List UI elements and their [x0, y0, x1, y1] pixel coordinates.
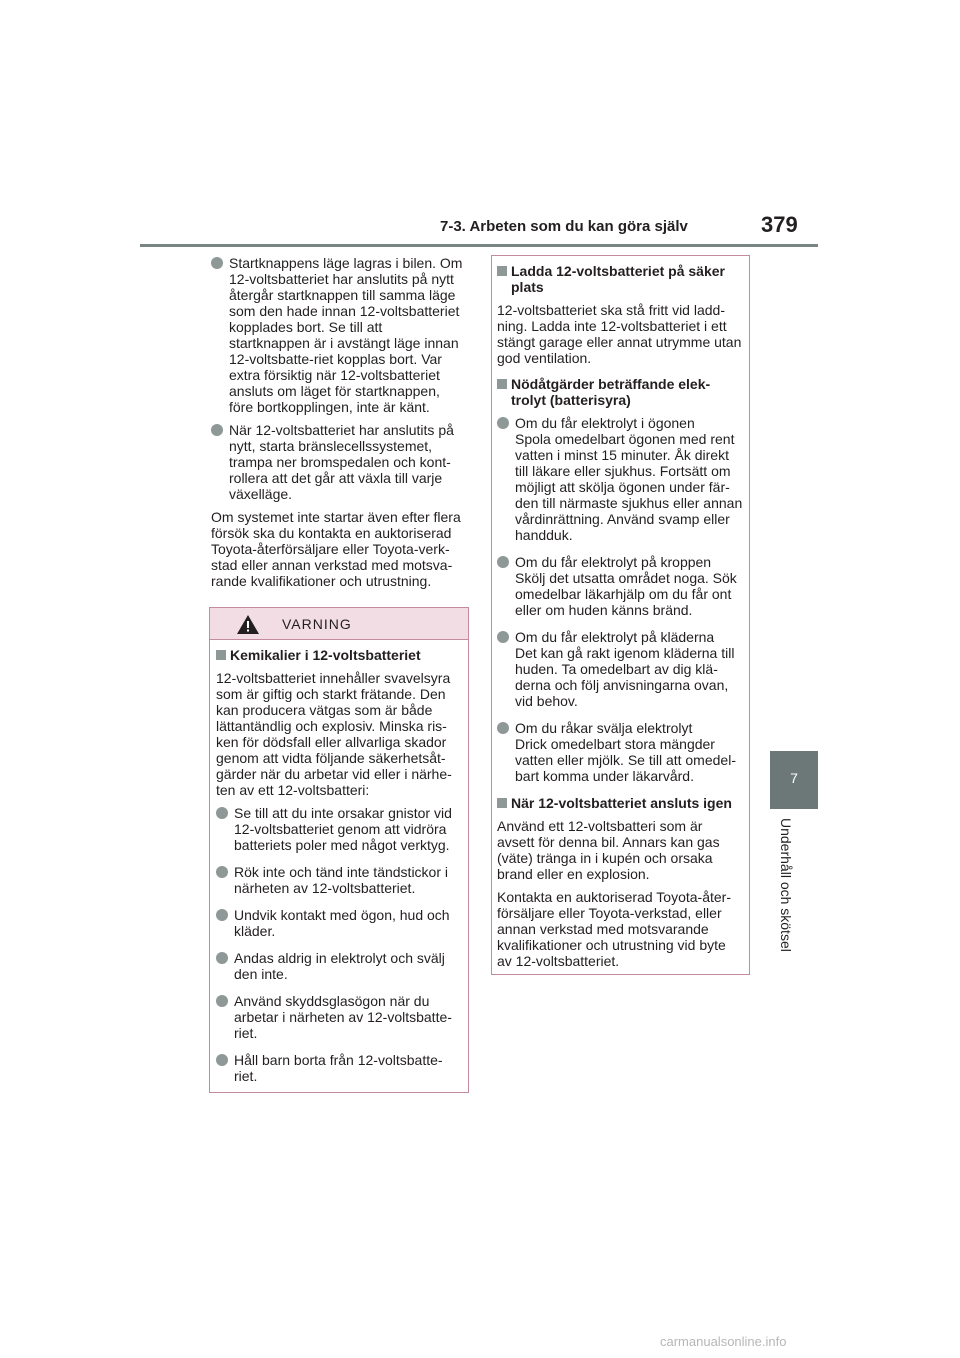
list-item [497, 415, 743, 543]
list-item [497, 629, 743, 709]
body-paragraph: Kontakta en auktoriserad Toyota-åter-försäljare eller Toyota-verkstad, eller annan verkstad med motsvarande kvalifikationer och utrustning vid byte av 12-voltsbatteriet. [497, 889, 731, 969]
body-paragraph: Om systemet inte startar även efter flera försök ska du kontakta en auktoriserad Toyota-återförsäljare eller Toyota-verk-stad eller annan verkstad med motsva-rande kvalifikationer och utrustning. [211, 509, 461, 589]
chapter-tab[interactable] [770, 751, 818, 809]
list-item [497, 554, 743, 618]
list-item-title: Om du råkar svälja elektrolyt [515, 720, 693, 736]
section-heading [216, 647, 463, 663]
left-column [211, 255, 467, 596]
warning-header [210, 608, 468, 640]
bullet-icon [216, 1054, 228, 1066]
list-item [216, 907, 463, 939]
warning-box [209, 607, 469, 1093]
chapter-number: 7 [790, 770, 798, 786]
section-header-title: 7-3. Arbeten som du kan göra själv [440, 218, 688, 235]
list-item-text: Använd skyddsglasögon när du arbetar i närheten av 12-voltsbatte-riet. [234, 993, 452, 1041]
right-info-box [491, 255, 750, 975]
bullet-icon [216, 995, 228, 1007]
list-item [497, 720, 743, 784]
square-bullet-icon [497, 266, 507, 276]
section-heading [497, 376, 743, 408]
bullet-icon [216, 952, 228, 964]
list-item-text: Startknappens läge lagras i bilen. Om 12-voltsbatteriet har anslutits på nytt återgår startknappen till samma läge som den hade innan 12-voltsbatteriet kopplades bort. Se till att startknappen är i avstängt läge innan 12-voltsbatte-riet kopplas bort. Var extra försiktig när 12-voltsbatteriet ansluts om läget för startknappen, före bortkopplingen, inte är känt. [229, 255, 463, 415]
list-item [216, 993, 463, 1041]
section-heading-text: Ladda 12-voltsbatteriet på säker plats [511, 263, 725, 295]
body-paragraph: 12-voltsbatteriet ska stå fritt vid ladd-ning. Ladda inte 12-voltsbatteriet i ett stängt garage eller annat utrymme utan god ventilation. [497, 302, 742, 366]
list-item [216, 864, 463, 896]
list-item [211, 422, 467, 502]
list-item-text: Skölj det utsatta området noga. Sök omedelbar läkarhjälp om du får ont eller om huden känns bränd. [515, 570, 737, 618]
list-item-text: Undvik kontakt med ögon, hud och kläder. [234, 907, 450, 939]
section-heading-text: Nödåtgärder beträffande elek-trolyt (batterisyra) [511, 376, 711, 408]
bullet-icon [216, 807, 228, 819]
bullet-icon [497, 417, 509, 429]
body-paragraph: Använd ett 12-voltsbatteri som är avsett för denna bil. Annars kan gas (väte) tränga in i kupén och orsaka brand eller en explosion. [497, 818, 720, 882]
list-item-text: Se till att du inte orsakar gnistor vid 12-voltsbatteriet genom att vidröra batteriets poler med något verktyg. [234, 805, 452, 853]
list-item-title: Om du får elektrolyt på kläderna [515, 629, 715, 645]
list-item-text: Spola omedelbart ögonen med rent vatten i minst 15 minuter. Åk direkt till läkare eller sjukhus. Fortsätt om möjligt att skölja ögonen under fär-den till närmaste sjukhus eller annan vårdinrättning. Använd svamp eller handduk. [515, 431, 743, 543]
square-bullet-icon [497, 379, 507, 389]
section-heading-text: När 12-voltsbatteriet ansluts igen [511, 795, 732, 811]
bullet-icon [211, 424, 223, 436]
section-heading-text: Kemikalier i 12-voltsbatteriet [230, 647, 421, 663]
list-item-text: Rök inte och tänd inte tändstickor i närheten av 12-voltsbatteriet. [234, 864, 449, 896]
list-item-text: Håll barn borta från 12-voltsbatte-riet. [234, 1052, 443, 1084]
chapter-title: Underhåll och skötsel [778, 818, 794, 952]
bullet-icon [216, 866, 228, 878]
bullet-icon [497, 722, 509, 734]
page-number: 379 [761, 212, 798, 237]
bullet-icon [216, 909, 228, 921]
list-item-text: Drick omedelbart stora mängder vatten eller mjölk. Se till att omedel-bart komma under läkarvård. [515, 736, 736, 784]
header-rule [140, 244, 818, 247]
warning-intro: 12-voltsbatteriet innehåller svavelsyra som är giftig och starkt frätande. Den kan producera vätgas som är både lättantändlig och explosiv. Minska ris-ken för dödsfall eller allvarliga skador genom att vidta följande säkerhetsåt-gärder när du arbetar vid eller i närhe-ten av ett 12-voltsbatteri: [216, 670, 452, 798]
watermark-text: carmanualsonline.info [660, 1334, 787, 1349]
list-item-title: Om du får elektrolyt på kroppen [515, 554, 712, 570]
warning-triangle-icon [236, 614, 260, 635]
list-item [216, 1052, 463, 1084]
section-heading [497, 263, 743, 295]
list-item-text: Andas aldrig in elektrolyt och svälj den inte. [234, 950, 445, 982]
square-bullet-icon [497, 798, 507, 808]
list-item-text: Det kan gå rakt igenom kläderna till huden. Ta omedelbart av dig klä-derna och följ anvisningarna ovan, vid behov. [515, 645, 735, 709]
warning-body [210, 640, 468, 1084]
list-item [211, 255, 467, 415]
warning-label: VARNING [282, 616, 352, 632]
bullet-icon [497, 631, 509, 643]
list-item [216, 950, 463, 982]
list-item [216, 805, 463, 853]
list-item-text: När 12-voltsbatteriet har anslutits på nytt, starta bränslecellssystemet, trampa ner bromspedalen och kont-rollera att det går att växla till varje växelläge. [229, 422, 454, 502]
list-item-title: Om du får elektrolyt i ögonen [515, 415, 695, 431]
bullet-icon [497, 556, 509, 568]
bullet-icon [211, 257, 223, 269]
section-heading [497, 795, 743, 811]
chapter-side-label [778, 818, 804, 988]
square-bullet-icon [216, 650, 226, 660]
